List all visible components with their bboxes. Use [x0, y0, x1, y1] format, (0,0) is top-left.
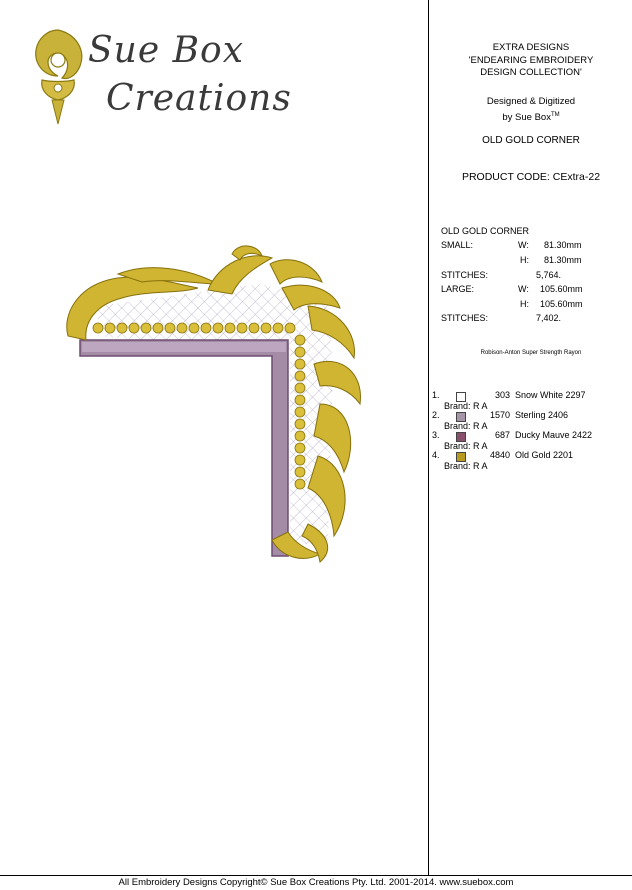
specs-title: OLD GOLD CORNER — [441, 226, 530, 236]
designer-credit — [430, 96, 632, 124]
thread-row — [432, 410, 630, 430]
thread-number: 2. — [432, 410, 440, 420]
thread-code: 4840 — [489, 450, 510, 460]
header-line1: EXTRA DESIGNS — [492, 42, 570, 53]
collection-header — [430, 42, 632, 80]
logo — [28, 26, 292, 136]
thread-number: 3. — [432, 430, 440, 440]
large-w-value: 105.60mm — [540, 284, 583, 294]
small-h-label: H: — [520, 255, 529, 265]
designed-line1: Designed & Digitized — [486, 96, 576, 107]
logo-text-line2: Creations — [106, 78, 292, 119]
large-h-label: H: — [520, 299, 529, 309]
column-divider — [428, 0, 429, 876]
logo-text-line1: Sue Box — [88, 30, 245, 71]
logo-ornament-icon — [28, 26, 88, 126]
thread-number: 1. — [432, 390, 440, 400]
thread-row — [432, 430, 630, 450]
corner-design-image — [58, 244, 378, 574]
thread-code: 1570 — [489, 410, 510, 420]
large-stitches-value: 7,402. — [536, 313, 562, 323]
thread-name: Old Gold 2201 — [515, 450, 574, 460]
thread-brand-code: Brand: R A — [444, 401, 488, 411]
trademark: TM — [550, 111, 560, 118]
copyright-footer: All Embroidery Designs Copyright© Sue Box Creations Pty. Ltd. 2001-2014. www.suebox.com — [118, 877, 514, 888]
small-w-label: W: — [518, 240, 529, 250]
header-line3: DESIGN COLLECTION' — [480, 67, 582, 78]
thread-code: 303 — [494, 390, 510, 400]
large-h-value: 105.60mm — [540, 299, 583, 309]
product-code: PRODUCT CODE: CExtra-22 — [461, 171, 601, 183]
designer-name: by Sue Box — [502, 111, 551, 123]
small-stitches-value: 5,764. — [536, 270, 562, 280]
thread-name: Ducky Mauve 2422 — [515, 430, 593, 440]
thread-name: Snow White 2297 — [515, 390, 586, 400]
thread-name: Sterling 2406 — [515, 410, 569, 420]
small-label: SMALL: — [441, 240, 474, 250]
header-line2: 'ENDEARING EMBROIDERY — [468, 54, 594, 66]
thread-number: 4. — [432, 450, 440, 460]
large-stitches-label: STITCHES: — [441, 313, 489, 323]
thread-brand-code: Brand: R A — [444, 441, 488, 451]
small-stitches-label: STITCHES: — [441, 270, 489, 280]
large-w-label: W: — [518, 284, 529, 294]
small-w-value: 81.30mm — [544, 240, 582, 250]
small-h-value: 81.30mm — [544, 255, 582, 265]
designed-line2 — [430, 109, 632, 125]
large-label: LARGE: — [441, 284, 475, 294]
thread-list — [432, 390, 630, 470]
thread-brand-code: Brand: R A — [444, 421, 488, 431]
thread-row — [432, 450, 630, 470]
thread-code: 687 — [494, 430, 510, 440]
thread-row — [432, 390, 630, 410]
thread-brand-code: Brand: R A — [444, 461, 488, 471]
thread-brand: Robison-Anton Super Strength Rayon — [480, 350, 582, 356]
design-title: OLD GOLD CORNER — [482, 135, 580, 146]
